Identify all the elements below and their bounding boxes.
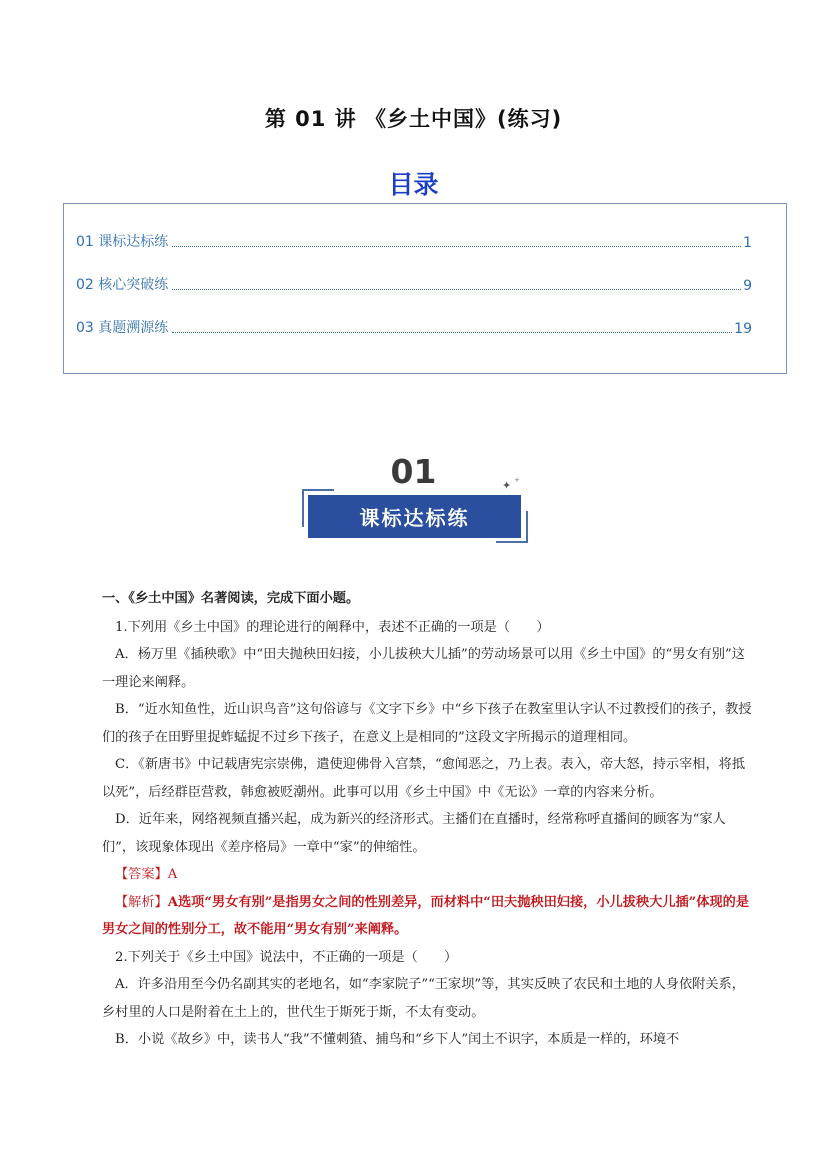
sparkle-small-icon: + bbox=[514, 476, 520, 484]
document-title: 第 01 讲 《乡土中国》(练习) bbox=[264, 107, 563, 131]
toc-item-1[interactable] bbox=[76, 229, 752, 251]
question-2-stem: 2.下列关于《乡土中国》说法中，不正确的一项是（ ） bbox=[115, 949, 458, 965]
toc-item-page: 19 bbox=[734, 321, 752, 337]
question-1-analysis bbox=[102, 889, 754, 944]
analysis-text: A选项“男女有别”是指男女之间的性别差异，而材料中“田夫抛秧田妇接，小儿拔秧大儿插”体现的是男女之间的性别分工，故不能用“男女有别”来阐释。 bbox=[102, 894, 750, 937]
question-1-option-b: B．“近水知鱼性，近山识鸟音”这句俗谚与《文字下乡》中“乡下孩子在教室里认字认不过教授们的孩子，教授们的孩子在田野里捉蚱蜢捉不过乡下孩子，在意义上是相同的”这段文字所揭示的道理相同。 bbox=[102, 702, 752, 745]
toc-item-3[interactable] bbox=[76, 315, 752, 337]
toc-item-label: 02 核心突破练 bbox=[76, 277, 169, 293]
section-number: 01 bbox=[390, 452, 437, 491]
toc-item-label: 03 真题溯源练 bbox=[76, 320, 169, 336]
answer-label: 【答案】 bbox=[115, 867, 168, 882]
toc-leader bbox=[172, 289, 741, 290]
toc-item-2[interactable] bbox=[76, 272, 752, 294]
analysis-label: 【解析】 bbox=[115, 894, 168, 910]
question-1-stem: 1.下列用《乡土中国》的理论进行的阐释中，表述不正确的一项是（ ） bbox=[115, 619, 550, 635]
table-of-contents bbox=[63, 203, 787, 374]
question-intro: 一、《乡土中国》名著阅读，完成下面小题。 bbox=[102, 591, 360, 606]
toc-item-page: 1 bbox=[743, 235, 752, 251]
question-1-answer bbox=[102, 861, 754, 889]
toc-item-page: 9 bbox=[743, 278, 752, 294]
toc-item-label: 01 课标达标练 bbox=[76, 234, 169, 250]
answer-value: A bbox=[167, 867, 178, 882]
toc-heading: 目录 bbox=[388, 170, 439, 199]
question-1-option-c: C．《新唐书》中记载唐宪宗崇佛，遣使迎佛骨入宫禁，“愈闻恶之，乃上表。表入，帝大怒，持示宰相，将抵以死”，后经群臣营救，韩愈被贬潮州。此事可以用《乡土中国》中《无讼》一章的内容来分析。 bbox=[102, 757, 746, 800]
sparkle-icon: ✦ bbox=[502, 479, 512, 492]
toc-leader bbox=[172, 246, 741, 247]
question-2-option-b: B．小说《故乡》中，读书人“我”不懂刺猹、捕鸟和“乡下人”闰土不识字，本质是一样的，环境不 bbox=[115, 1032, 680, 1047]
question-2-option-a: A．许多沿用至今仍名副其实的老地名，如“李家院子”“王家坝”等，其实反映了农民和土地的人身依附关系，乡村里的人口是附着在土上的，世代生于斯死于斯，不太有变动。 bbox=[102, 977, 745, 1020]
question-content bbox=[102, 585, 754, 1054]
toc-leader bbox=[172, 332, 732, 333]
question-1-option-d: D．近年来，网络视频直播兴起，成为新兴的经济形式。主播们在直播时，经常称呼直播间的顾客为“家人们”，该现象体现出《差序格局》一章中“家”的伸缩性。 bbox=[102, 812, 726, 855]
section-banner: 课标达标练 bbox=[308, 495, 521, 538]
question-1-option-a: A．杨万里《插秧歌》中“田夫抛秧田妇接，小儿拔秧大儿插”的劳动场景可以用《乡土中国》的“男女有别”这一理论来阐释。 bbox=[102, 647, 745, 690]
